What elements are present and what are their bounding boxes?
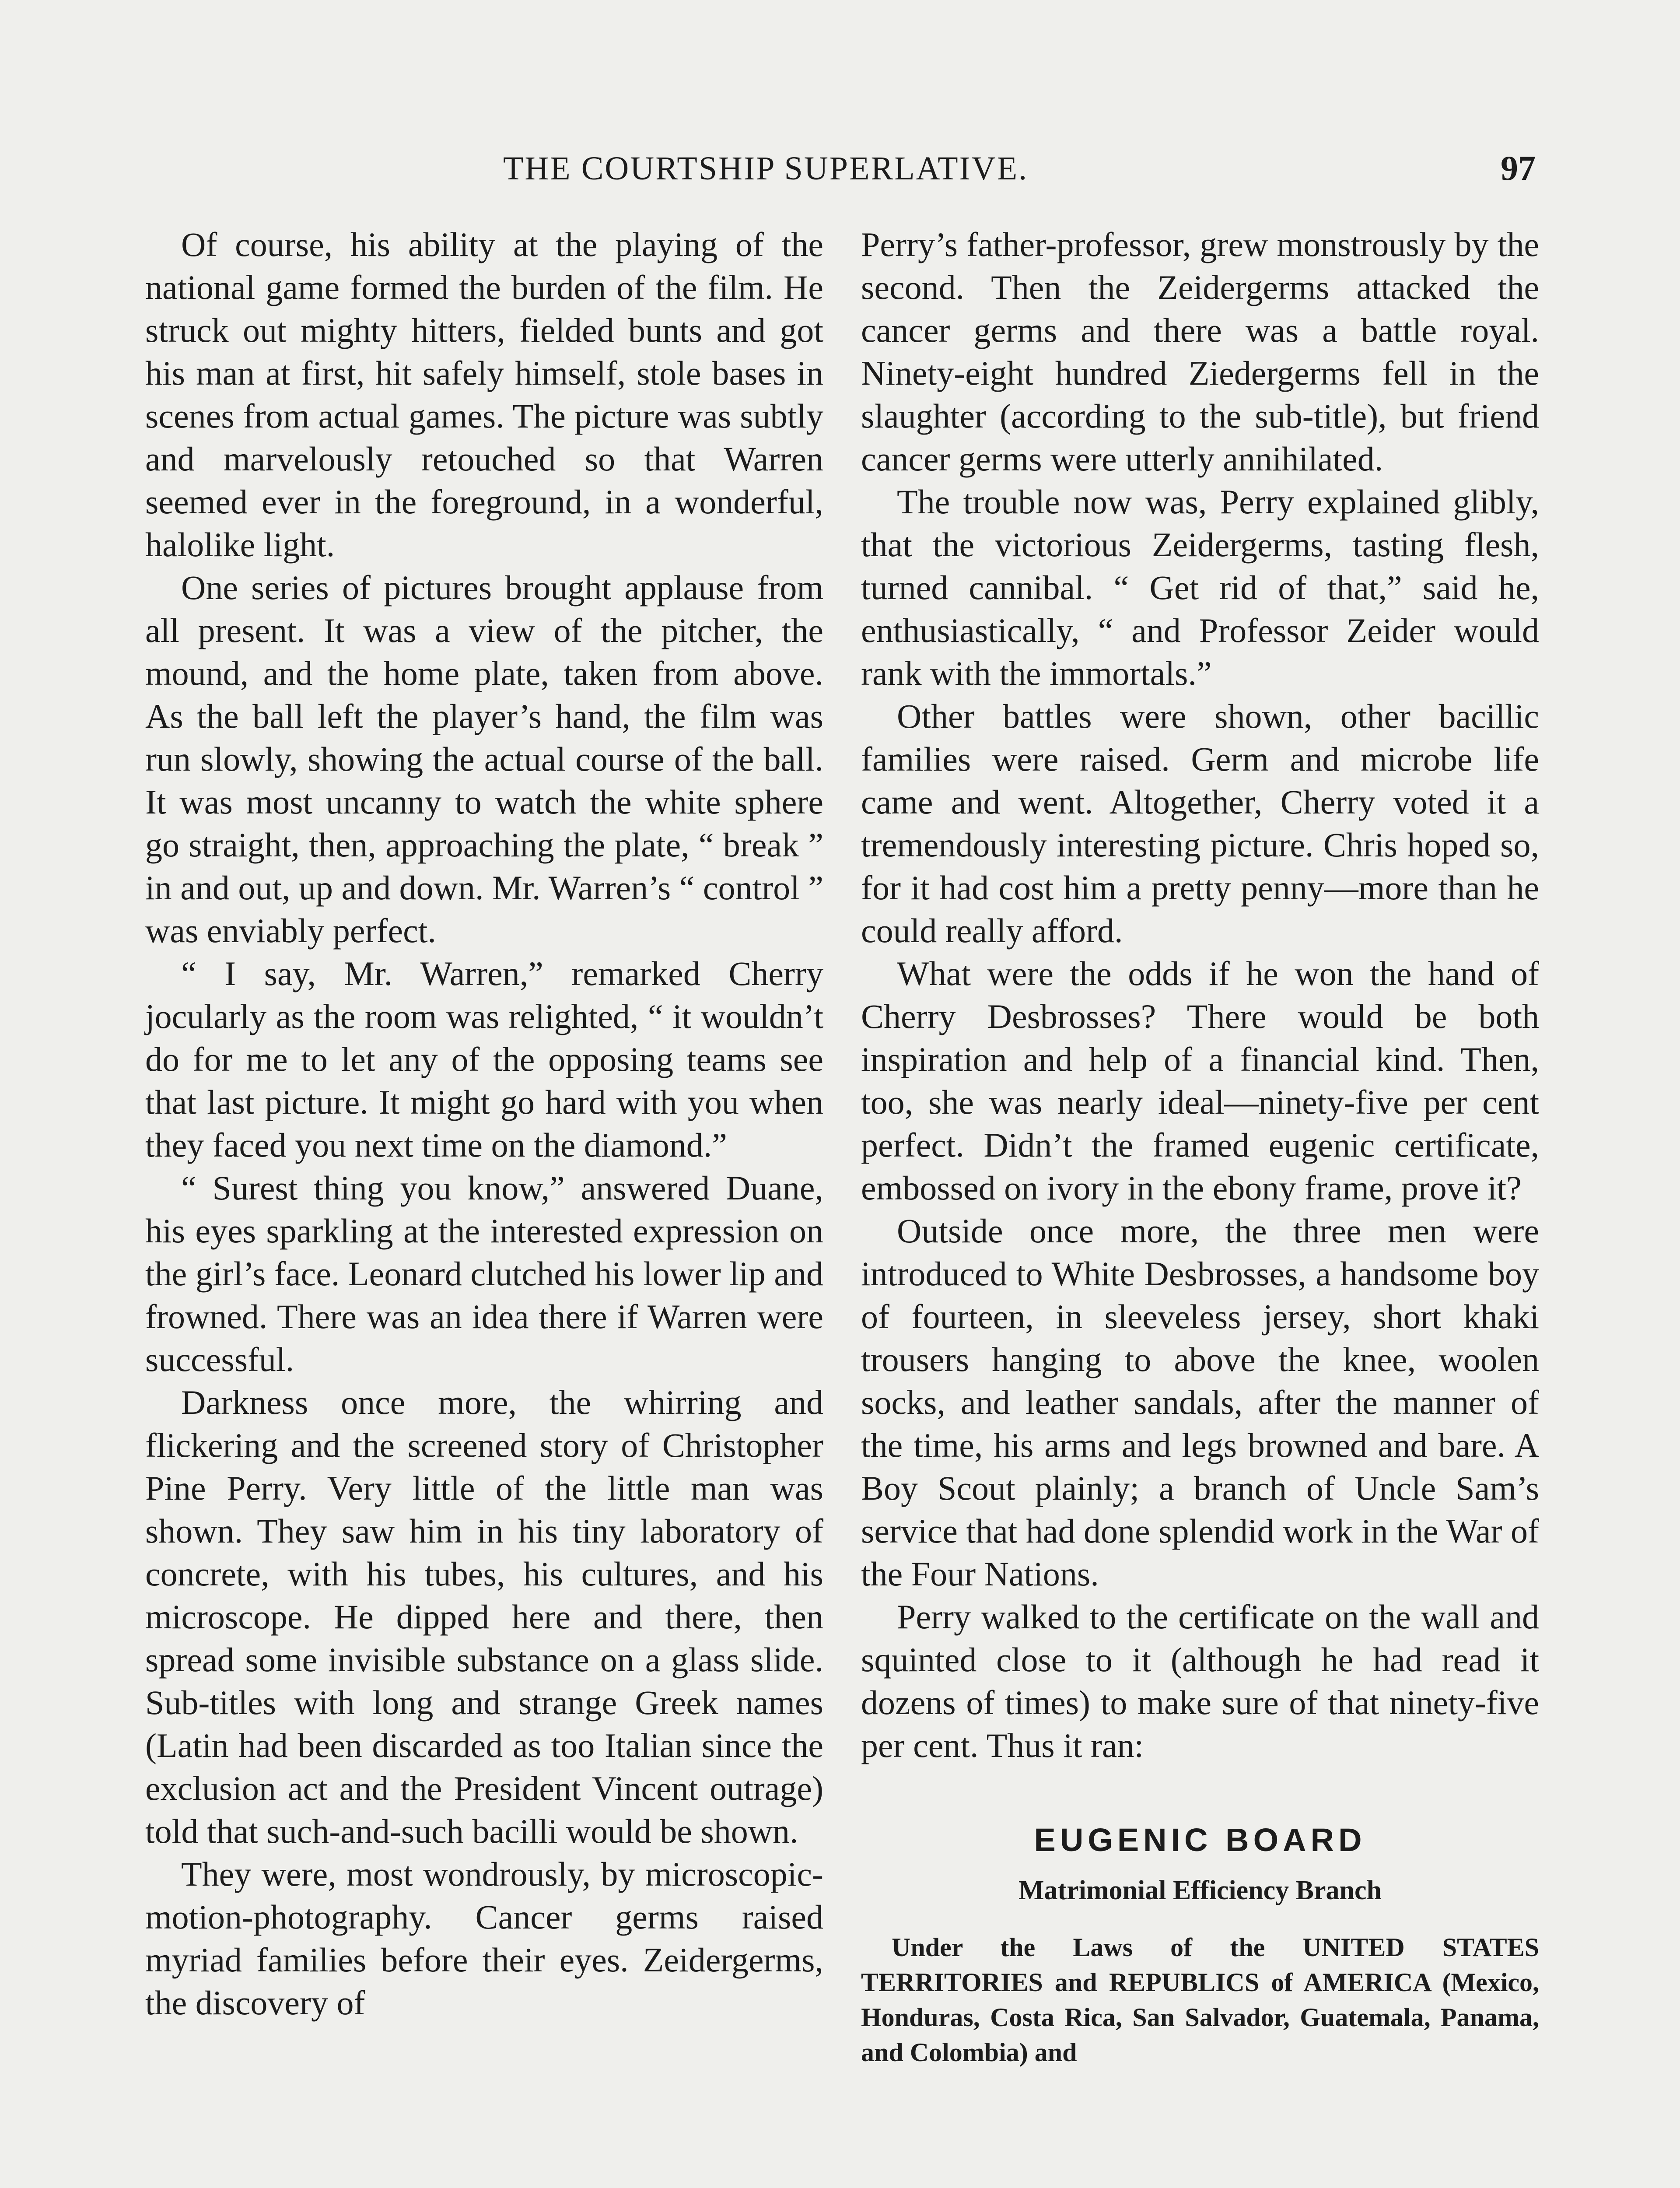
paragraph: Of course, his ability at the playing of the national game formed the burden of the film. He struck out mighty hitters, fielded bunts and got his man at first, hit safely himself, stole bases in scenes from actual games. The picture was subtly and marvelously retouched so that Warren seemed ever in the foreground, in a wonderful, halolike light.	[145, 225, 823, 564]
paragraph: Perry’s father-professor, grew monstrously by the second. Then the Zeidergerms attacked the cancer germs and there was a battle royal. Ninety-eight hundred Ziedergerms fell in the slaughter (according to the sub-title), but friend cancer germs were utterly annihilated.	[861, 225, 1539, 478]
paragraph: Other battles were shown, other bacillic families were raised. Germ and microbe life came and went. Altogether, Cherry voted it a tremendously interesting picture. Chris hoped so, for it had cost him a pretty penny—more than he could really afford.	[861, 697, 1539, 950]
certificate-subheading: Matrimonial Efficiency Branch	[1018, 1876, 1382, 1905]
page-number: 97	[1501, 149, 1536, 188]
certificate-heading: EUGENIC BOARD	[1034, 1822, 1366, 1858]
paragraph: Darkness once more, the whirring and flickering and the screened story of Christopher Pine Perry. Very little of the little man was shown. They saw him in his tiny laboratory of concrete, with his tubes, his cultures, and his microscope. He dipped here and there, then spread some invisible substance on a glass slide. Sub-titles with long and strange Greek names (Latin had been discarded as too Italian since the exclusion act and the President Vincent outrage) told that such-and-such bacilli would be shown.	[145, 1383, 823, 1850]
running-title: THE COURTSHIP SUPERLATIVE.	[503, 150, 1029, 187]
paragraph: The trouble now was, Perry explained glibly, that the victorious Zeidergerms, tasting flesh, turned cannibal. “ Get rid of that,” said he, enthusiastically, “ and Professor Zeider would rank with the immortals.”	[861, 483, 1539, 692]
running-head	[0, 144, 1680, 193]
paragraph: “ Surest thing you know,” answered Duane, his eyes sparkling at the interested expression on the girl’s face. Leonard clutched his lower lip and frowned. There was an idea there if Warren were successful.	[145, 1169, 823, 1378]
left-column	[145, 223, 823, 2024]
paragraph: Perry walked to the certificate on the wall and squinted close to it (although he had read it dozens of times) to make sure of that ninety-five per cent. Thus it ran:	[861, 1598, 1539, 1764]
paragraph: Outside once more, the three men were introduced to White Desbrosses, a handsome boy of fourteen, in sleeveless jersey, short khaki trousers hanging to above the knee, woolen socks, and leather sandals, after the manner of the time, his arms and legs browned and bare. A Boy Scout plainly; a branch of Uncle Sam’s service that had done splendid work in the War of the Four Nations.	[861, 1212, 1539, 1593]
paragraph: They were, most wondrously, by microscopic-motion-photography. Cancer germs raised myriad families before their eyes. Zeidergerms, the discovery of	[145, 1855, 823, 2022]
paragraph: One series of pictures brought applause from all present. It was a view of the pitcher, the mound, and the home plate, taken from above. As the ball left the player’s hand, the film was run slowly, showing the actual course of the ball. It was most uncanny to watch the white sphere go straight, then, approaching the plate, “ break ” in and out, up and down. Mr. Warren’s “ control ” was enviably perfect.	[145, 568, 823, 950]
right-column	[861, 223, 1539, 2096]
paragraph: What were the odds if he won the hand of Cherry Desbrosses? There would be both inspiration and help of a financial kind. Then, too, she was nearly ideal—ninety-five per cent perfect. Didn’t the framed eugenic certificate, embossed on ivory in the ebony frame, prove it?	[861, 954, 1539, 1207]
certificate-text: Under the Laws of the UNITED STATES TERRITORIES and REPUBLICS of AMERICA (Mexico, Honduras, Costa Rica, San Salvador, Guatemala, Panama, and Colombia) and	[861, 1933, 1539, 2067]
paragraph: “ I say, Mr. Warren,” remarked Cherry jocularly as the room was relighted, “ it wouldn’t do for me to let any of the opposing teams see that last picture. It might go hard with you when they faced you next time on the diamond.”	[145, 954, 823, 1164]
